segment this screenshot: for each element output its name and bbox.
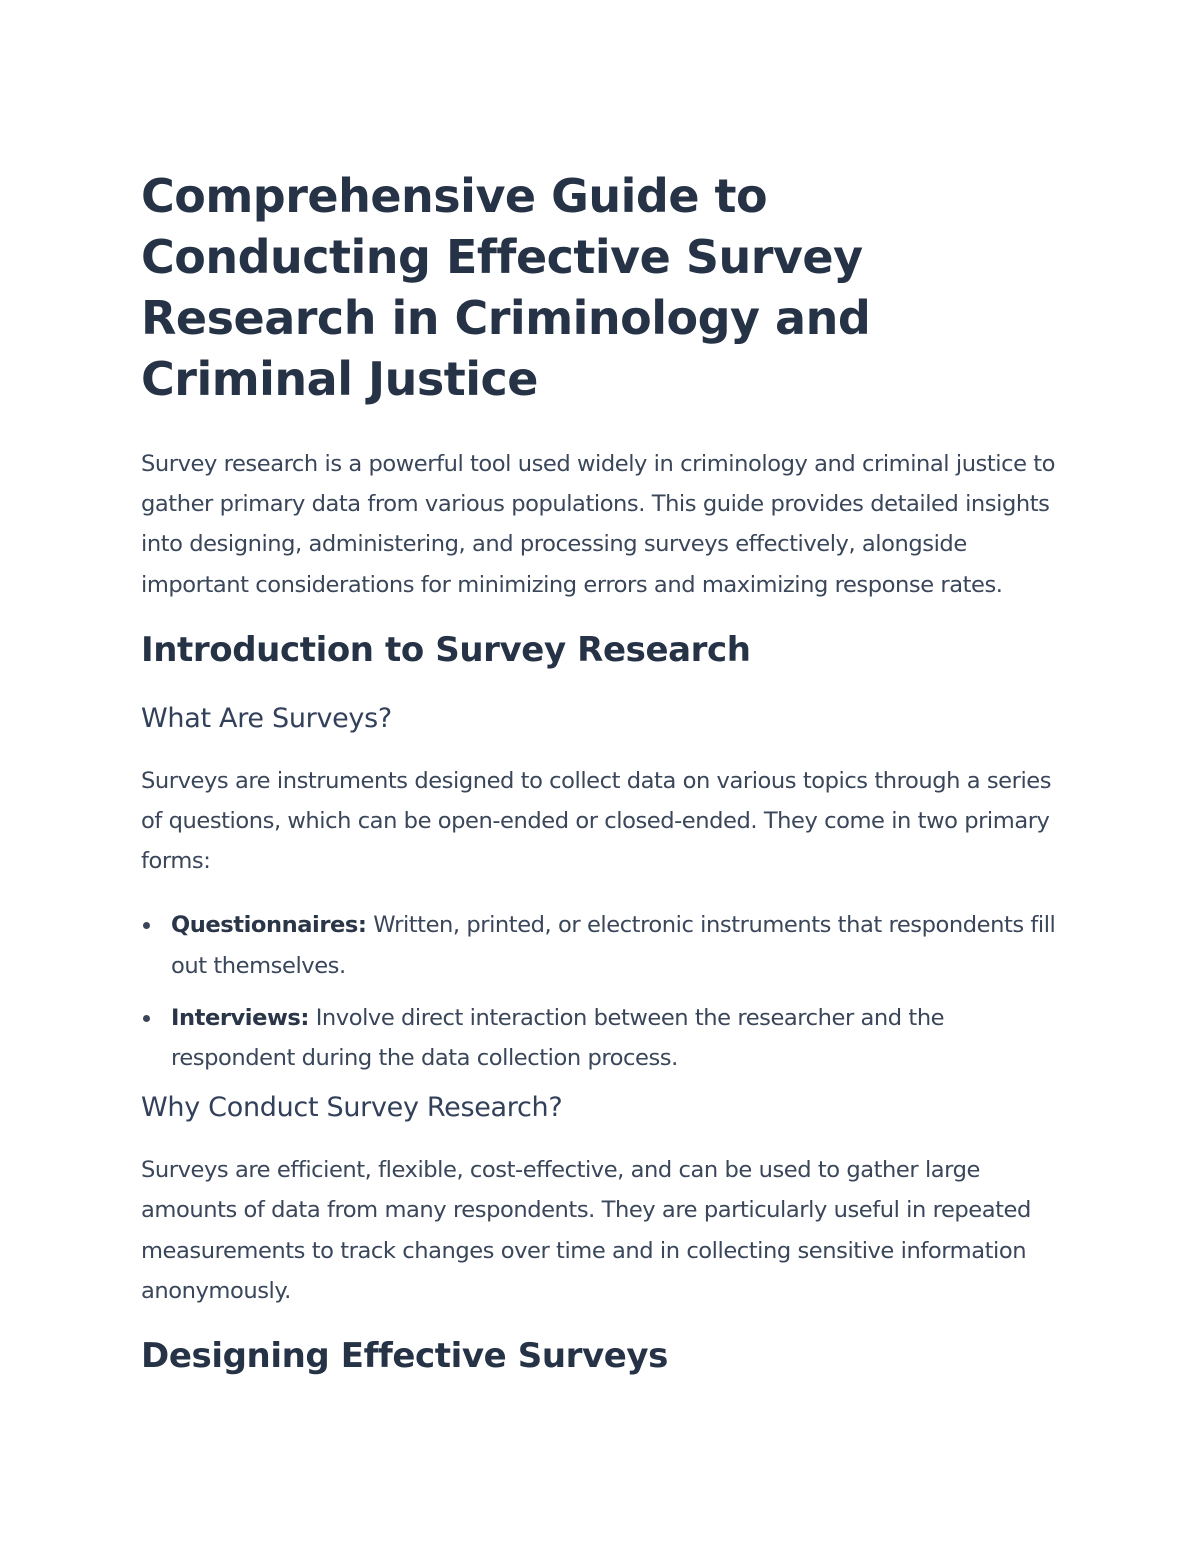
list-item-term: Questionnaires: <box>171 912 367 939</box>
what-are-surveys-paragraph: Surveys are instruments designed to collect data on various topics through a series of questions, which can be open-ended or closed-ended. They come in two primary forms: <box>141 767 1052 875</box>
document-content <box>141 166 1061 1407</box>
why-conduct-paragraph: Surveys are efficient, flexible, cost-effective, and can be used to gather large amounts of data from many respondents. They are particularly useful in repeated measurements to track changes over time and in collecting sensitive information anonymously. <box>141 1157 1031 1304</box>
subsection-heading-why-conduct: Why Conduct Survey Research? <box>141 1092 563 1124</box>
document-title: Comprehensive Guide to Conducting Effective Survey Research in Criminology and Criminal Justice <box>141 169 871 406</box>
list-item-text: Written, printed, or electronic instruments that respondents fill out themselves. <box>171 912 1056 979</box>
list-item-term: Interviews: <box>171 1004 309 1031</box>
list-item-text: Involve direct interaction between the researcher and the respondent during the data collection process. <box>171 1004 945 1072</box>
subsection-heading-what-are-surveys: What Are Surveys? <box>141 702 392 734</box>
section-heading-designing: Designing Effective Surveys <box>141 1336 669 1377</box>
intro-paragraph: Survey research is a powerful tool used widely in criminology and criminal justice to gather primary data from various populations. This guide provides detailed insights into designing, administering, and processing surveys effectively, alongside important considerations for minimizing errors and maximizing response rates. <box>141 451 1056 598</box>
survey-forms-list <box>141 905 1061 1078</box>
section-heading-introduction: Introduction to Survey Research <box>141 629 751 670</box>
list-item-questionnaires <box>141 905 1061 985</box>
list-item-interviews <box>141 998 1061 1078</box>
bullet-icon <box>143 922 150 929</box>
bullet-icon <box>143 1015 150 1022</box>
